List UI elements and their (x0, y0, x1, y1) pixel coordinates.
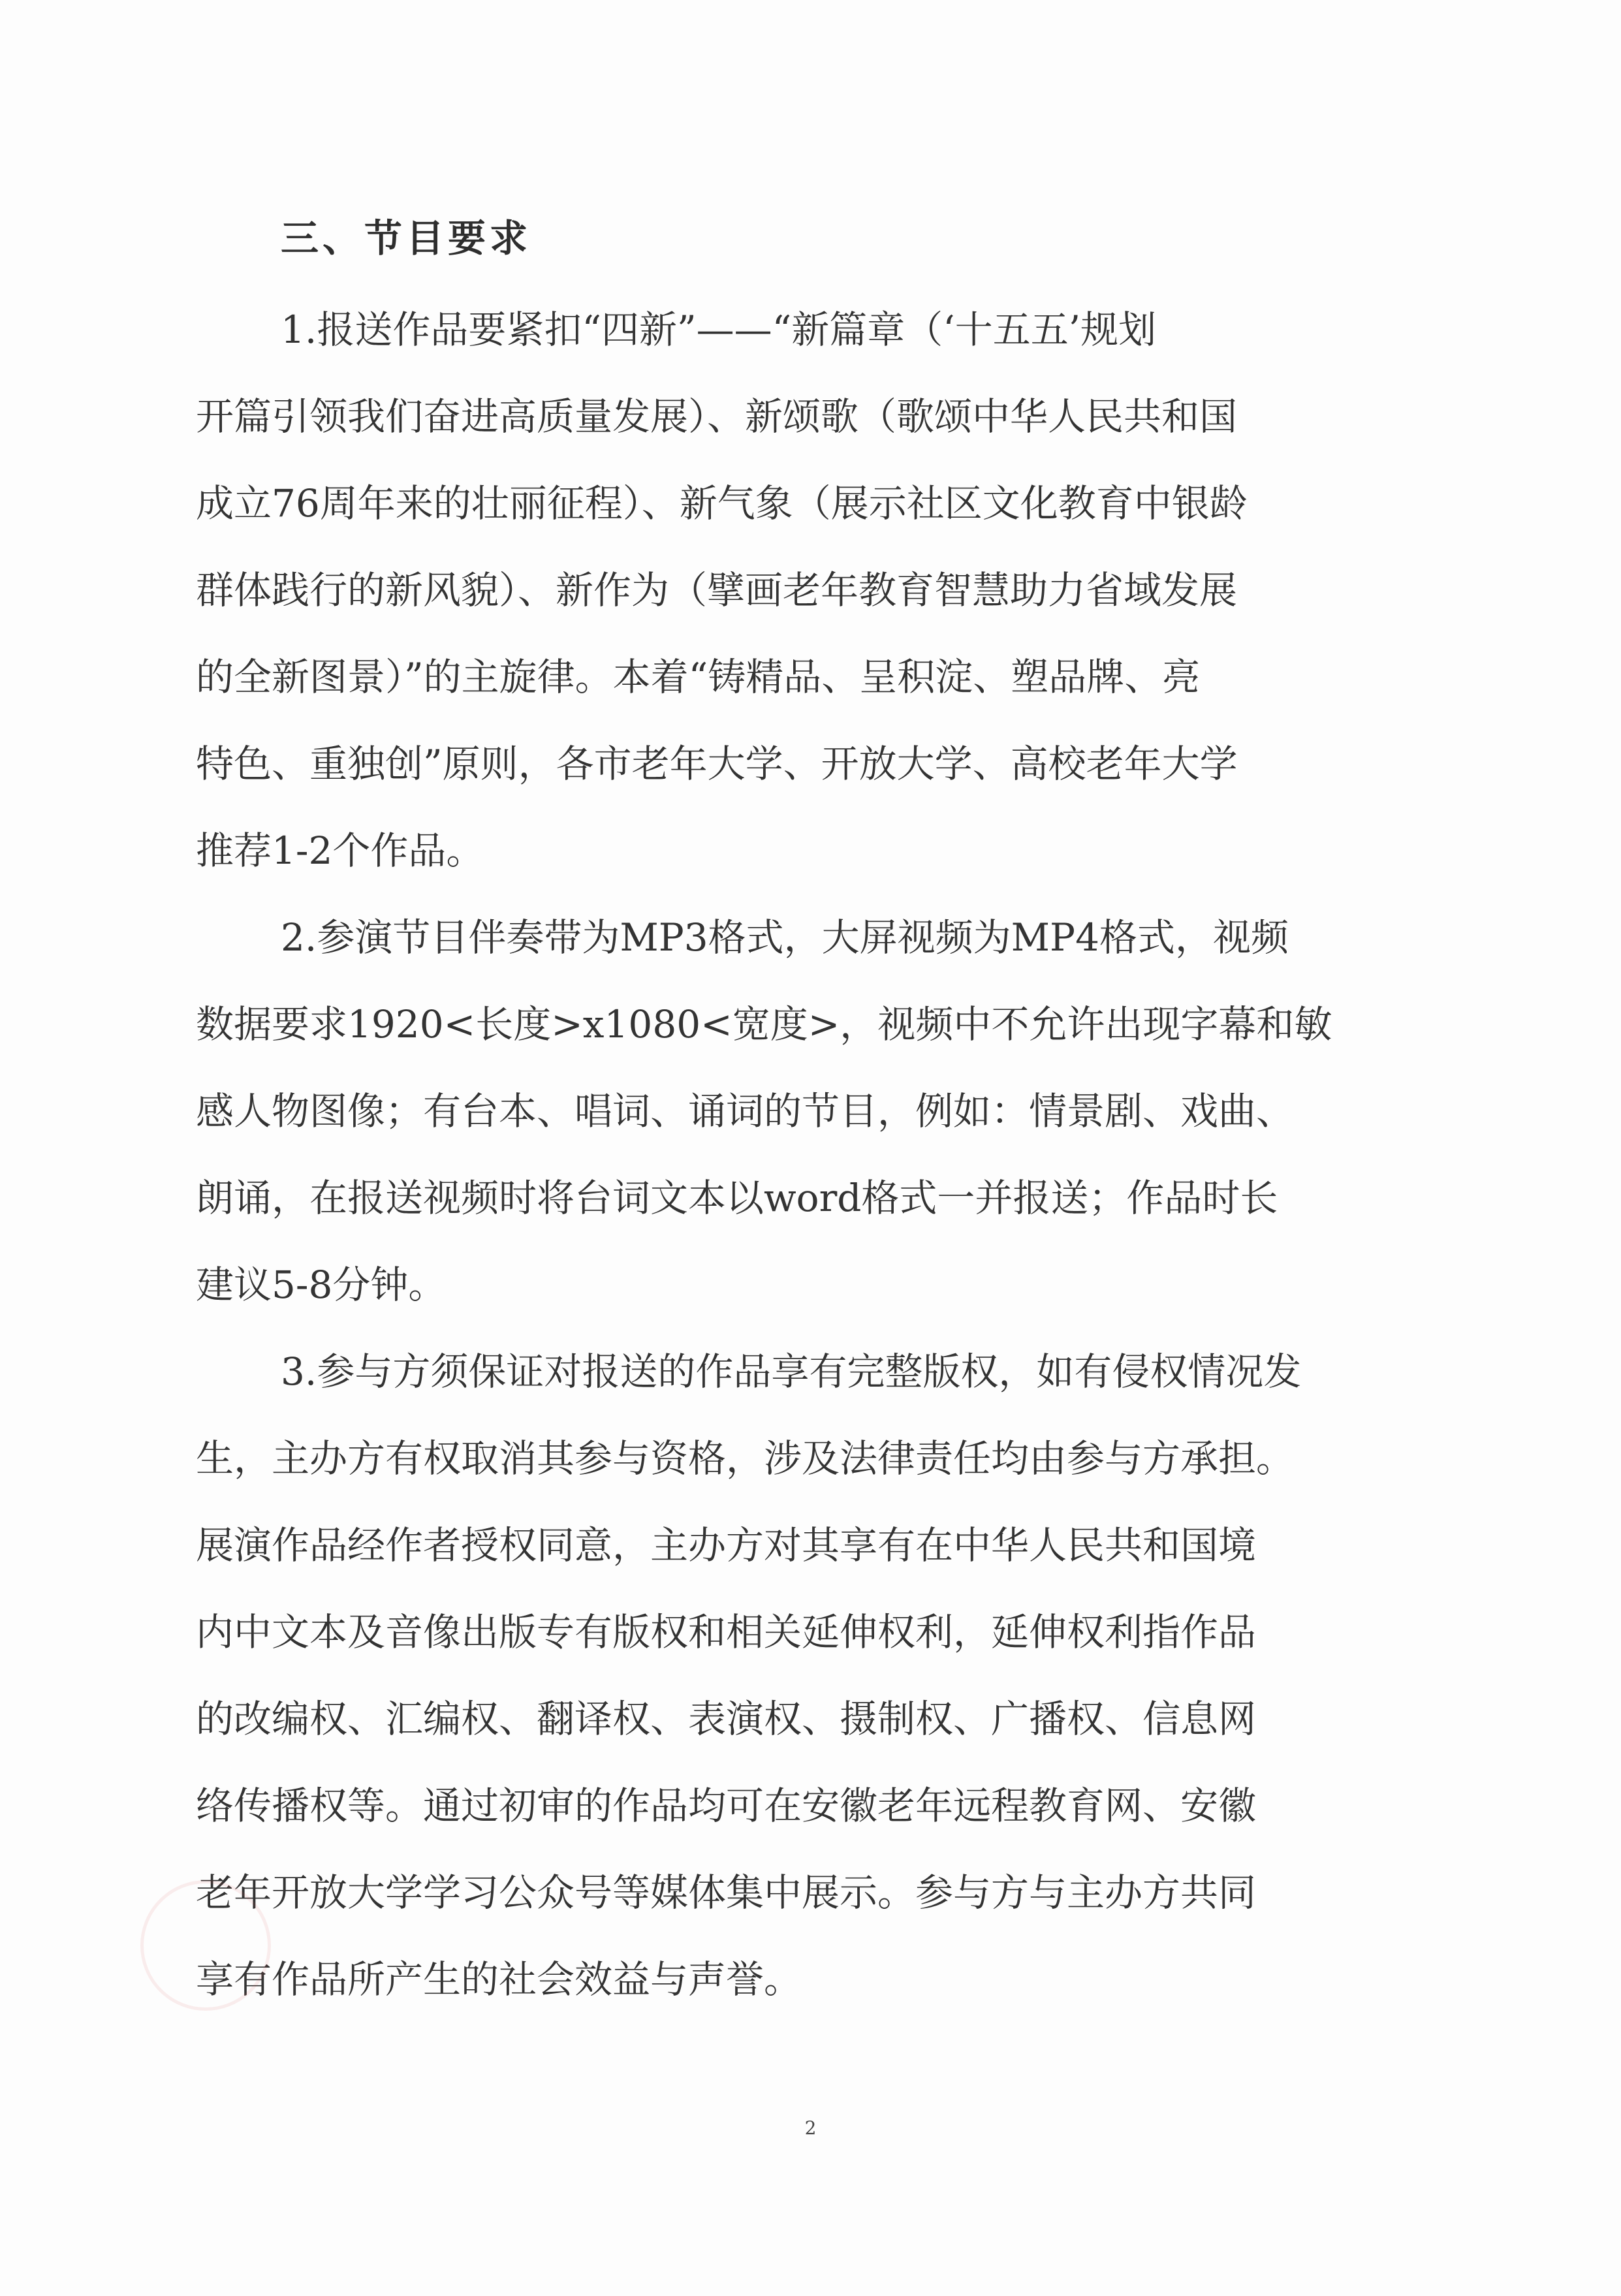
paragraph-3-line-8: 享有作品所产生的社会效益与声誉。 (196, 1957, 802, 2002)
paragraph-1-line-4: 群体践行的新风貌）、新作为（擘画老年教育智慧助力省域发展 (196, 568, 1238, 612)
paragraph-3-line-1: 3.参与方须保证对报送的作品享有完整版权，如有侵权情况发 (281, 1349, 1302, 1394)
faint-seal-mark (140, 1880, 271, 2011)
paragraph-3-line-4: 内中文本及音像出版专有版权和相关延伸权利，延伸权利指作品 (196, 1610, 1257, 1654)
paragraph-1-line-2: 开篇引领我们奋进高质量发展）、新颂歌（歌颂中华人民共和国 (196, 394, 1238, 439)
paragraph-1-line-7: 推荐1-2个作品。 (196, 828, 484, 873)
paragraph-1-line-6: 特色、重独创”原则，各市老年大学、开放大学、高校老年大学 (196, 742, 1238, 786)
paragraph-1-line-3: 成立76周年来的壮丽征程）、新气象（展示社区文化教育中银龄 (196, 481, 1248, 526)
paragraph-3-line-7: 老年开放大学学习公众号等媒体集中展示。参与方与主办方共同 (196, 1870, 1257, 1915)
paragraph-2-line-5: 建议5-8分钟。 (196, 1263, 447, 1307)
paragraph-1-line-5: 的全新图景）”的主旋律。本着“铸精品、呈积淀、塑品牌、亮 (196, 655, 1201, 699)
page-number: 2 (804, 2117, 817, 2139)
paragraph-1-line-1: 1.报送作品要紧扣“四新”——“新篇章（‘十五五’规划 (281, 307, 1157, 352)
paragraph-3-line-3: 展演作品经作者授权同意，主办方对其享有在中华人民共和国境 (196, 1523, 1257, 1567)
paragraph-2-line-1: 2.参演节目伴奏带为MP3格式，大屏视频为MP4格式，视频 (281, 915, 1289, 960)
paragraph-2-line-3: 感人物图像；有台本、唱词、诵词的节目，例如：情景剧、戏曲、 (196, 1089, 1295, 1133)
paragraph-2-line-2: 数据要求1920<长度>x1080<宽度>，视频中不允许出现字幕和敏 (196, 1002, 1332, 1046)
section-heading: 三、节目要求 (281, 216, 532, 260)
paragraph-3-line-5: 的改编权、汇编权、翻译权、表演权、摄制权、广播权、信息网 (196, 1697, 1257, 1741)
paragraph-3-line-2: 生，主办方有权取消其参与资格，涉及法律责任均由参与方承担。 (196, 1436, 1295, 1481)
paragraph-2-line-4: 朗诵，在报送视频时将台词文本以word格式一并报送；作品时长 (196, 1176, 1278, 1220)
paragraph-3-line-6: 络传播权等。通过初审的作品均可在安徽老年远程教育网、安徽 (196, 1784, 1257, 1828)
